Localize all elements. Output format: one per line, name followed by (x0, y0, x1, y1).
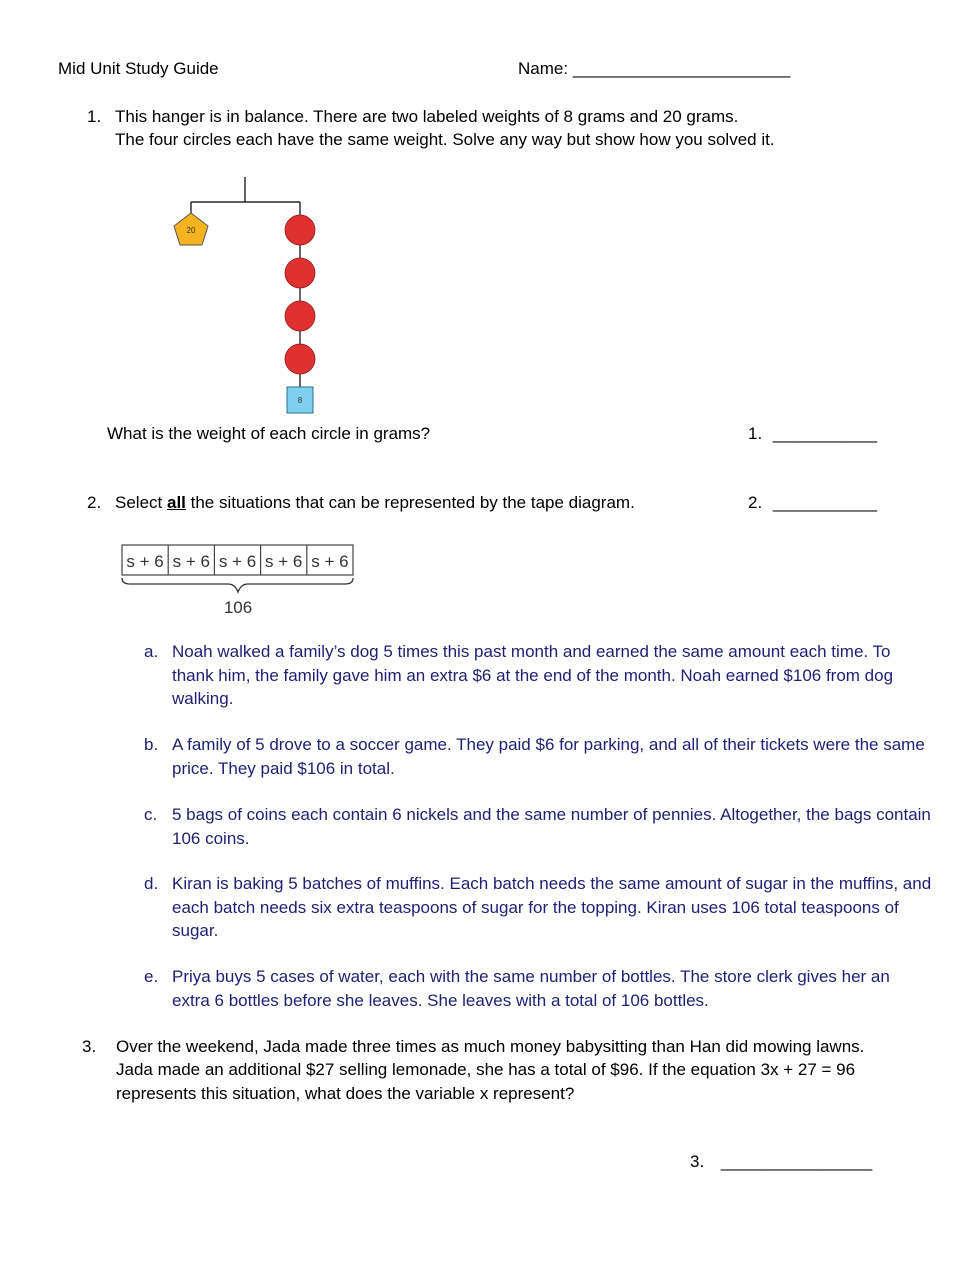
q1-text-line2: The four circles each have the same weight. Solve any way but show how you solved it. (115, 130, 775, 149)
q1-answer-blank[interactable]: ___________ (772, 424, 877, 443)
tape-cell-label: s + 6 (126, 552, 164, 571)
name-field[interactable] (518, 59, 790, 79)
tape-cell-label: s + 6 (218, 552, 257, 571)
q1-question: What is the weight of each circle in grams? (107, 424, 431, 443)
q2-answer[interactable] (748, 493, 877, 513)
q2-prompt-after: the situations that can be represented by the tape diagram. (190, 493, 635, 512)
q2-prompt-emphasis: all (166, 493, 186, 512)
q3-answer[interactable] (690, 1152, 872, 1172)
option-a-text: Noah walked a family’s dog 5 times this past month and earned the same amount each time. To thank him, the family gave him an extra $6 at the end of the month. Noah earned $106 from dog walking. (172, 642, 894, 708)
square-weight-label: 8 (297, 396, 303, 405)
q1-text-line1: This hanger is in balance. There are two labeled weights of 8 grams and 20 grams. (115, 107, 739, 126)
option-a-letter: a. (144, 642, 159, 661)
name-label: Name: (518, 59, 569, 78)
q1-answer[interactable] (748, 424, 877, 444)
q2-answer-number: 2. (748, 493, 763, 512)
tape-cell-label: s + 6 (265, 552, 303, 571)
q3-text-line1: Over the weekend, Jada made three times as much money babysitting than Han did mowing lawns. (116, 1037, 865, 1056)
option-d-text: Kiran is baking 5 batches of muffins. Each batch needs the same amount of sugar in the muffins, and each batch needs six extra teaspoons of sugar for the topping. Kiran uses 106 total teaspoons of sugar. (172, 874, 932, 940)
circle-weight (285, 344, 315, 374)
option-b-letter: b. (144, 735, 159, 754)
name-blank[interactable]: _______________________ (572, 59, 791, 78)
option-e-text: Priya buys 5 cases of water, each with the same number of bottles. The store clerk gives her an extra 6 bottles before she leaves. She leaves with a total of 106 bottles. (172, 967, 890, 1010)
q2-prompt (115, 493, 635, 513)
option-b-text: A family of 5 drove to a soccer game. They paid $6 for parking, and all of their tickets were the same price. They paid $106 in total. (172, 735, 925, 778)
circle-weight (285, 301, 315, 331)
q3-number: 3. (82, 1037, 97, 1056)
tape-cell-label: s + 6 (172, 552, 210, 571)
tape-diagram (118, 540, 358, 622)
q2-prompt-before: Select (115, 493, 163, 512)
option-c-text: 5 bags of coins each contain 6 nickels and the same number of pennies. Altogether, the bags contain 106 coins. (172, 805, 931, 848)
q1-number: 1. (87, 107, 102, 126)
q3-answer-number: 3. (690, 1152, 705, 1171)
circle-weight (285, 258, 315, 288)
q2-number: 2. (87, 493, 102, 512)
tape-total: 106 (223, 598, 253, 617)
option-d-letter: d. (144, 874, 159, 893)
hanger-diagram (160, 170, 340, 420)
q1-answer-number: 1. (748, 424, 763, 443)
tape-cell-label: s + 6 (311, 552, 349, 571)
tape-brace (122, 578, 353, 592)
q3-text-line3: represents this situation, what does the variable x represent? (116, 1084, 575, 1103)
q3-text-line2: Jada made an additional $27 selling lemonade, she has a total of $96. If the equation 3x + 27 = 96 (116, 1060, 856, 1079)
pentagon-weight-label: 20 (186, 226, 196, 235)
q3-answer-blank[interactable]: ________________ (720, 1152, 873, 1171)
circle-weight (285, 215, 315, 245)
option-c-letter: c. (144, 805, 158, 824)
option-e-letter: e. (144, 967, 159, 986)
q2-answer-blank[interactable]: ___________ (772, 493, 877, 512)
document-title: Mid Unit Study Guide (58, 59, 219, 78)
